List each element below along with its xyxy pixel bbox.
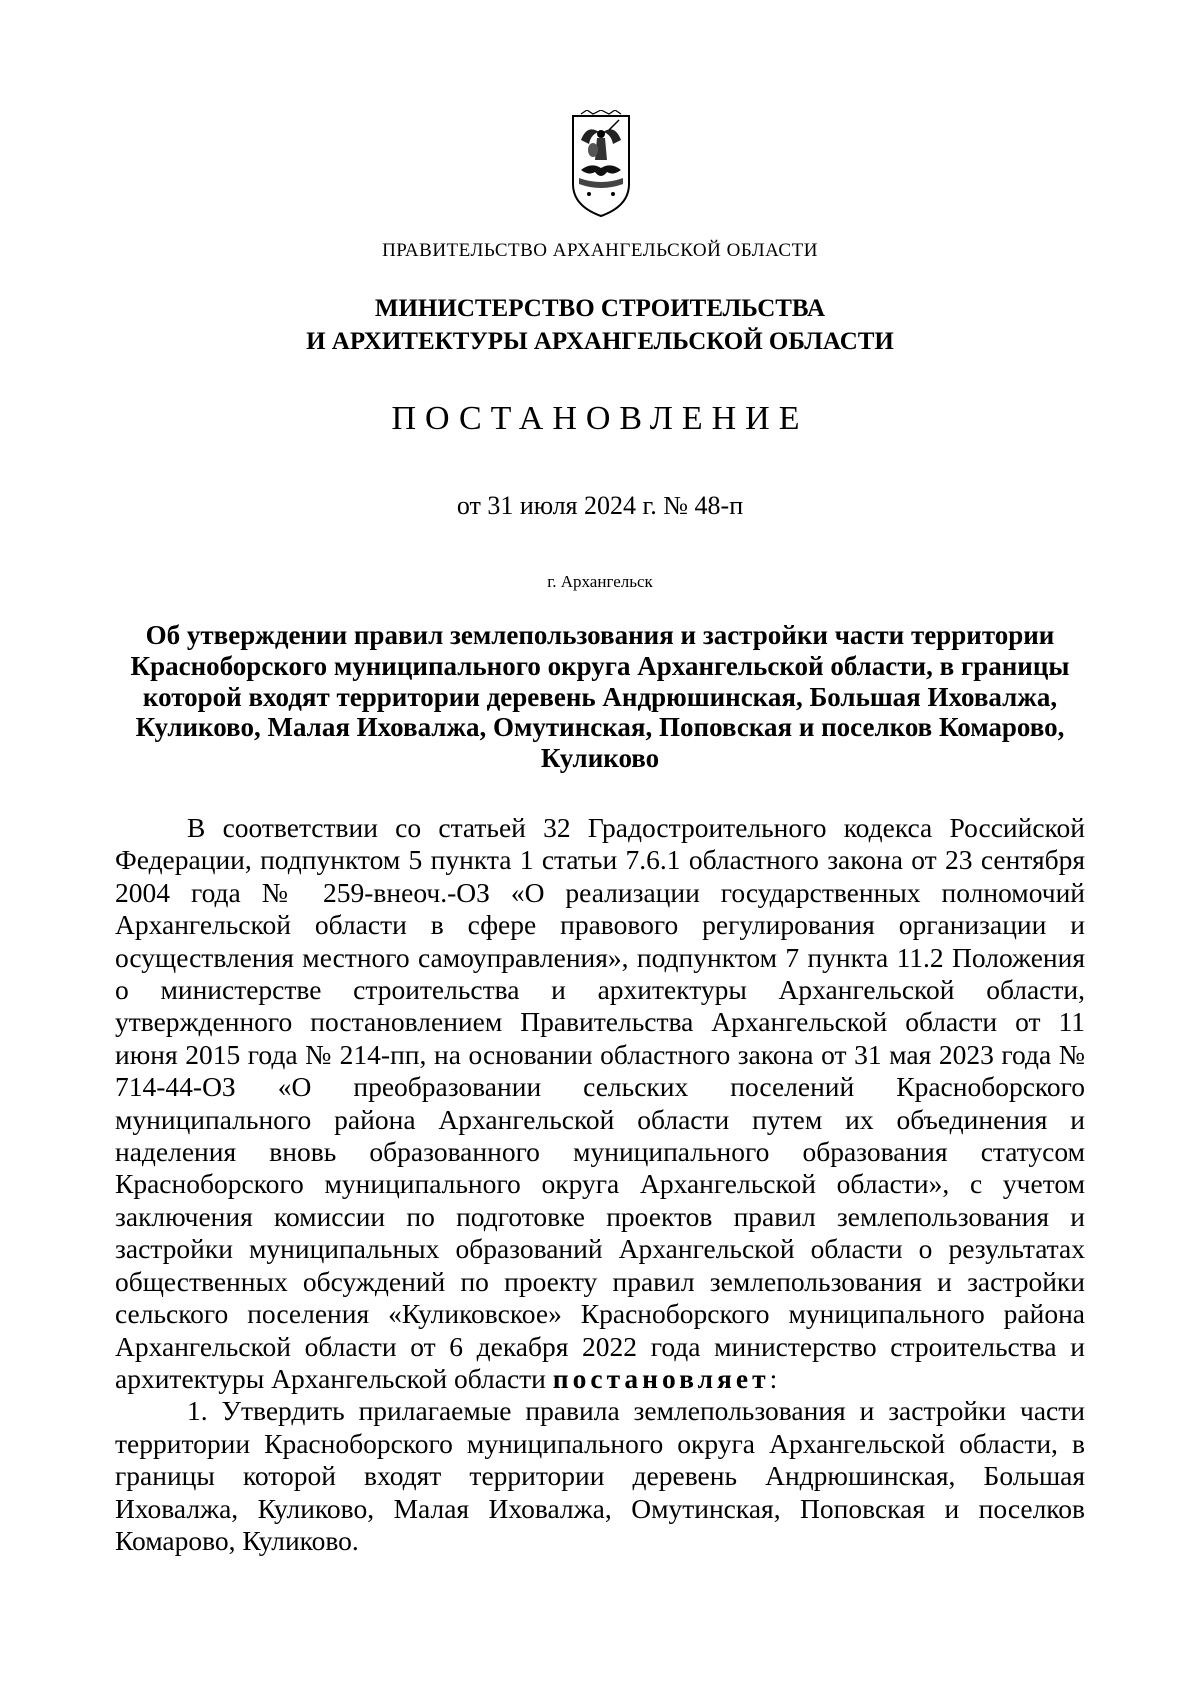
ministry-name-line1: МИНИСТЕРСТВО СТРОИТЕЛЬСТВА <box>374 295 826 322</box>
decree-type-title: ПОСТАНОВЛЕНИЕ <box>391 400 809 437</box>
ministry-name <box>0 292 1200 358</box>
item-1-paragraph: 1. Утвердить прилагаемые правила землепользования и застройки части территории Красноборского муниципального округа Архангельской области, в границы которой входят территории деревень Андрюшинская, Большая Иховалжа, Куликово, Малая Иховалжа, Омутинская, Поповская и поселков Комарово, Куликово. <box>115 1395 1085 1556</box>
resolves-word: постановляет <box>552 1362 770 1394</box>
decree-body <box>115 812 1085 1557</box>
decree-date-number: от 31 июля 2024 г. № 48-п <box>456 491 744 520</box>
government-name: ПРАВИТЕЛЬСТВО АРХАНГЕЛЬСКОЙ ОБЛАСТИ <box>382 240 818 261</box>
decree-subject: Об утверждении правил землепользования и застройки части территории Красноборского муниципального округа Архангельской области, в границы которой входят территории деревень Андрюшинская, Большая Иховалжа, Куликово, Малая Иховалжа, Омутинская, Поповская и поселков Комарово, Куликово <box>130 620 1070 774</box>
ministry-name-line2: И АРХИТЕКТУРЫ АРХАНГЕЛЬСКОЙ ОБЛАСТИ <box>306 328 894 355</box>
preamble-text: В соответствии со статьей 32 Градостроительного кодекса Российской Федерации, подпунктом 5 пункта 1 статьи 7.6.1 областного закона от 23 сентября 2004 года № 259-внеоч.-ОЗ «О реализации государственных полномочий Архангельской области в сфере правового регулирования организации и осуществления местного самоуправления», подпунктом 7 пункта 11.2 Положения о министерстве строительства и архитектуры Архангельской области, утвержденного постановлением Правительства Архангельской области от 11 июня 2015 года № 214-пп, на основании областного закона от 31 мая 2023 года № 714-44-ОЗ «О преобразовании сельских поселений Красноборского муниципального района Архангельской области путем их объединения и наделения вновь образованного муниципального образования статусом Красноборского муниципального округа Архангельской области», с учетом заключения комиссии по подготовке проектов правил землепользования и застройки муниципальных образований Архангельской области о результатах общественных обсуждений по проекту правил землепользования и застройки сельского поселения «Куликовское» Красноборского муниципального района Архангельской области от 6 декабря 2022 года министерство строительства и архитектуры Архангельской области <box>115 812 1085 1394</box>
issue-city: г. Архангельск <box>547 572 653 591</box>
resolves-suffix: : <box>769 1362 778 1394</box>
preamble-paragraph <box>115 812 1085 1395</box>
coat-of-arms-icon <box>569 110 633 220</box>
